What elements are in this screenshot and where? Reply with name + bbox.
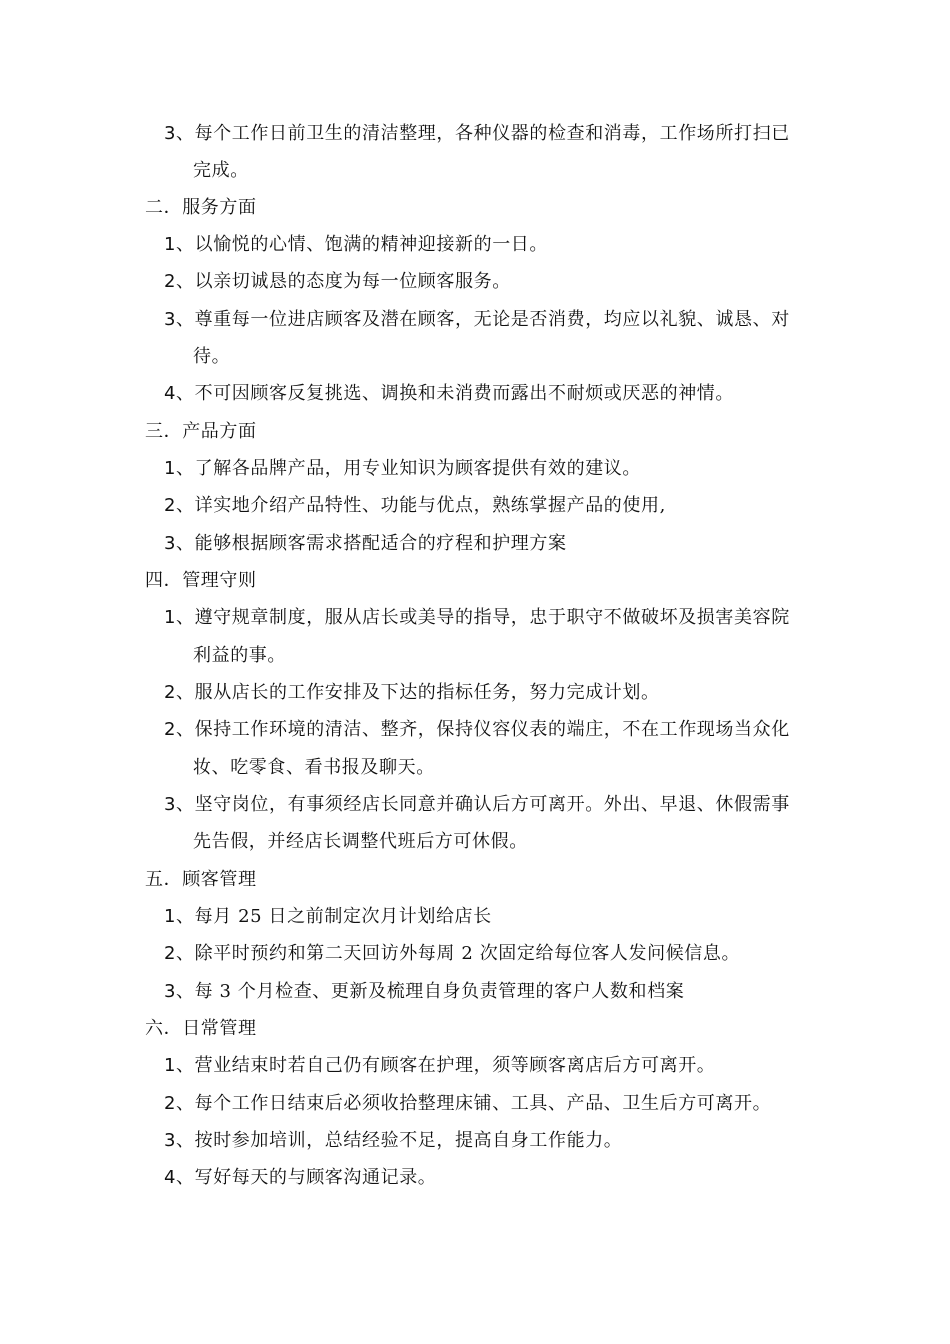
item-text: 、每 3 个月检查、更新及梳理自身负责管理的客户人数和档案 <box>176 981 685 1002</box>
item-text: 、了解各品牌产品，用专业知识为顾客提供有效的建议。 <box>176 458 641 479</box>
list-item <box>162 1092 771 1116</box>
item-number: 2 <box>163 943 176 964</box>
item-number: 1 <box>163 607 176 628</box>
item-number: 3 <box>163 981 176 1002</box>
section-heading: 二．服务方面 <box>145 197 257 218</box>
item-text: 、遵守规章制度，服从店长或美导的指导，忠于职守不做破坏及损害美容院 <box>176 607 790 628</box>
list-item <box>162 942 740 966</box>
item-number: 4 <box>163 383 176 404</box>
item-continuation: 利益的事。 <box>193 645 286 666</box>
section-heading: 六．日常管理 <box>145 1018 257 1039</box>
list-item <box>162 457 641 481</box>
list-item <box>162 122 790 146</box>
item-text: 、除平时预约和第二天回访外每周 2 次固定给每位客人发问候信息。 <box>176 943 741 964</box>
section-heading: 四．管理守则 <box>145 570 257 591</box>
item-text: 、能够根据顾客需求搭配适合的疗程和护理方案 <box>176 533 567 554</box>
item-text: 、以亲切诚恳的态度为每一位顾客服务。 <box>176 271 511 292</box>
list-item <box>162 980 684 1004</box>
item-number: 2 <box>163 495 176 516</box>
item-number: 1 <box>163 458 176 479</box>
item-continuation: 待。 <box>193 346 231 367</box>
item-text: 、每月 25 日之前制定次月计划给店长 <box>176 906 492 927</box>
item-number: 1 <box>163 234 176 255</box>
item-text: 、详实地介绍产品特性、功能与优点，熟练掌握产品的使用, <box>176 495 666 516</box>
item-continuation: 完成。 <box>193 160 249 181</box>
list-item <box>162 905 492 929</box>
list-item <box>162 793 790 817</box>
item-number: 2 <box>163 719 176 740</box>
list-item <box>162 270 511 294</box>
list-item <box>162 532 567 556</box>
item-number: 1 <box>163 906 176 927</box>
list-item <box>162 382 734 406</box>
list-item <box>162 308 790 332</box>
list-item <box>162 494 666 518</box>
item-number: 2 <box>163 682 176 703</box>
item-number: 2 <box>163 1093 176 1114</box>
item-number: 3 <box>163 794 176 815</box>
list-item <box>162 1166 436 1190</box>
section-heading: 五．顾客管理 <box>145 869 257 890</box>
section-heading: 三．产品方面 <box>145 421 257 442</box>
item-number: 3 <box>163 1130 176 1151</box>
item-text: 、每个工作日结束后必须收拾整理床铺、工具、产品、卫生后方可离开。 <box>176 1093 772 1114</box>
item-text: 、不可因顾客反复挑选、调换和未消费而露出不耐烦或厌恶的神情。 <box>176 383 734 404</box>
item-text: 、以愉悦的心情、饱满的精神迎接新的一日。 <box>176 234 548 255</box>
item-text: 、写好每天的与顾客沟通记录。 <box>176 1167 437 1188</box>
item-text: 、按时参加培训，总结经验不足，提高自身工作能力。 <box>176 1130 623 1151</box>
list-item <box>162 1054 715 1078</box>
item-continuation: 妆、吃零食、看书报及聊天。 <box>193 757 435 778</box>
item-number: 2 <box>163 271 176 292</box>
list-item <box>162 233 548 257</box>
item-text: 、服从店长的工作安排及下达的指标任务，努力完成计划。 <box>176 682 660 703</box>
item-text: 、尊重每一位进店顾客及潜在顾客，无论是否消费，均应以礼貌、诚恳、对 <box>176 309 790 330</box>
list-item <box>162 718 790 742</box>
list-item <box>162 1129 622 1153</box>
item-text: 、坚守岗位，有事须经店长同意并确认后方可离开。外出、早退、休假需事 <box>176 794 790 815</box>
item-text: 、每个工作日前卫生的清洁整理，各种仪器的检查和消毒，工作场所打扫已 <box>176 123 790 144</box>
item-number: 3 <box>163 533 176 554</box>
item-number: 3 <box>163 123 176 144</box>
item-number: 1 <box>163 1055 176 1076</box>
list-item <box>162 606 790 630</box>
item-number: 4 <box>163 1167 176 1188</box>
item-text: 、营业结束时若自己仍有顾客在护理，须等顾客离店后方可离开。 <box>176 1055 716 1076</box>
item-continuation: 先告假，并经店长调整代班后方可休假。 <box>193 831 528 852</box>
list-item <box>162 681 660 705</box>
item-number: 3 <box>163 309 176 330</box>
item-text: 、保持工作环境的清洁、整齐，保持仪容仪表的端庄，不在工作现场当众化 <box>176 719 790 740</box>
